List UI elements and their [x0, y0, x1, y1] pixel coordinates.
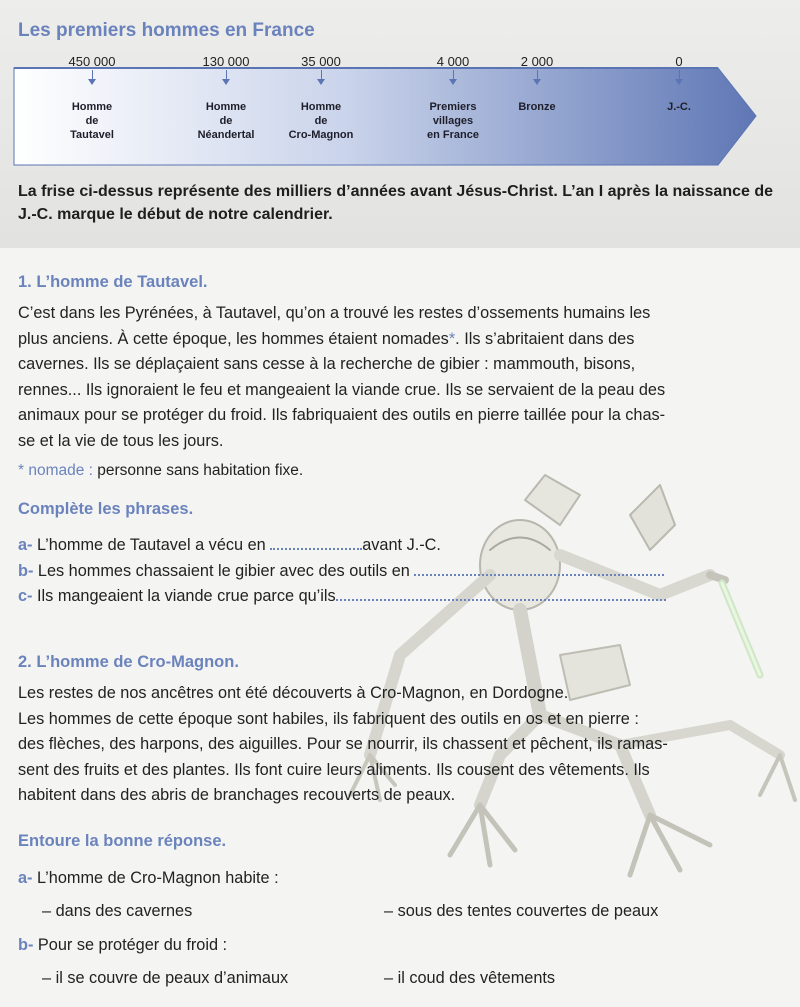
- paragraph-tautavel: C’est dans les Pyrénées, à Tautavel, qu’on a trouvé les restes d’ossements humains les plus anciens. À cette époque, les hommes étaient nomades*. Ils s’abritaient dans des cavernes. Ils se déplaçaient sans cesse à la recherche de gibier : mammouth, bisons, rennes... Ils ignoraient le feu et mangeaient la viande crue. Ils se servaient de la peau des animaux pour se protéger du froid. Ils fabriquaient des outils en pierre taillée pour la chas- se et la vie de tous les jours.: [18, 304, 666, 450]
- section-title-tautavel: 1. L’homme de Tautavel.: [18, 273, 208, 291]
- paragraph-cro-magnon: Les restes de nos ancêtres ont été découverts à Cro-Magnon, en Dordogne. Les hommes de cette époque sont habiles, ils fabriquent des outils en os et en pierre : des flèches, des harpons, des aiguilles. Pour se nourrir, ils chassent et pêchent, ils ramas- sent des fruits et des plantes. Ils font cuire leurs aliments. Ils cousent des vêtements. Ils habitent dans des abris de branchages recouverts de peaux.: [18, 684, 668, 804]
- answer-blank[interactable]: [336, 587, 666, 601]
- answer-blank[interactable]: [414, 562, 664, 576]
- mcq-choice[interactable]: – il se couvre de peaux d’animaux: [42, 969, 289, 987]
- timeline-label: Bronze: [518, 101, 556, 113]
- timeline-label: Homme de Néandertal: [197, 101, 255, 141]
- timeline-year: 2 000: [520, 54, 554, 69]
- exercise-title-complete: Complète les phrases.: [18, 500, 194, 518]
- timeline-label: Premiers villages en France: [427, 101, 479, 141]
- footnote: [18, 462, 303, 480]
- arrow-down-icon: [88, 79, 96, 85]
- arrow-down-icon: [533, 79, 541, 85]
- timeline-year: 0: [675, 54, 683, 69]
- footnote-definition: personne sans habitation fixe.: [92, 462, 304, 479]
- mcq-choice[interactable]: – dans des cavernes: [42, 902, 193, 920]
- exercise-title-circle: Entoure la bonne réponse.: [18, 832, 227, 850]
- page-title: Les premiers hommes en France: [18, 20, 315, 41]
- timeline-label: Homme de Tautavel: [70, 101, 114, 141]
- timeline-year: 450 000: [68, 54, 116, 69]
- footnote-term: * nomade :: [18, 462, 93, 479]
- section-title-cro-magnon: 2. L’homme de Cro-Magnon.: [18, 653, 239, 671]
- timeline-label: J.-C.: [667, 101, 691, 113]
- answer-blank[interactable]: [270, 536, 362, 550]
- arrow-down-icon: [675, 79, 683, 85]
- fill-in-question-b: b- Les hommes chassaient le gibier avec des outils en: [18, 562, 664, 581]
- arrow-down-icon: [449, 79, 457, 85]
- mcq-choice[interactable]: – il coud des vêtements: [384, 969, 556, 987]
- mcq-question-a: a- L’homme de Cro-Magnon habite :: [18, 869, 279, 887]
- timeline-label: Homme de Cro-Magnon: [288, 101, 354, 141]
- timeline-year: 4 000: [436, 54, 470, 69]
- mcq-choice[interactable]: – sous des tentes couvertes de peaux: [384, 902, 659, 920]
- arrow-down-icon: [222, 79, 230, 85]
- arrow-down-icon: [317, 79, 325, 85]
- fill-in-question-a: a- L’homme de Tautavel a vécu en avant J.-C.: [18, 536, 441, 554]
- fill-in-question-c: c- Ils mangeaient la viande crue parce qu’ils: [18, 587, 666, 606]
- timeline-year: 35 000: [301, 54, 341, 69]
- timeline-year: 130 000: [202, 54, 250, 69]
- timeline: [0, 52, 800, 172]
- mcq-question-b: b- Pour se protéger du froid :: [18, 936, 228, 954]
- intro-text: La frise ci-dessus représente des milliers d’années avant Jésus-Christ. L’an I après la naissance de J.-C. marque le début de notre calendrier.: [18, 183, 774, 223]
